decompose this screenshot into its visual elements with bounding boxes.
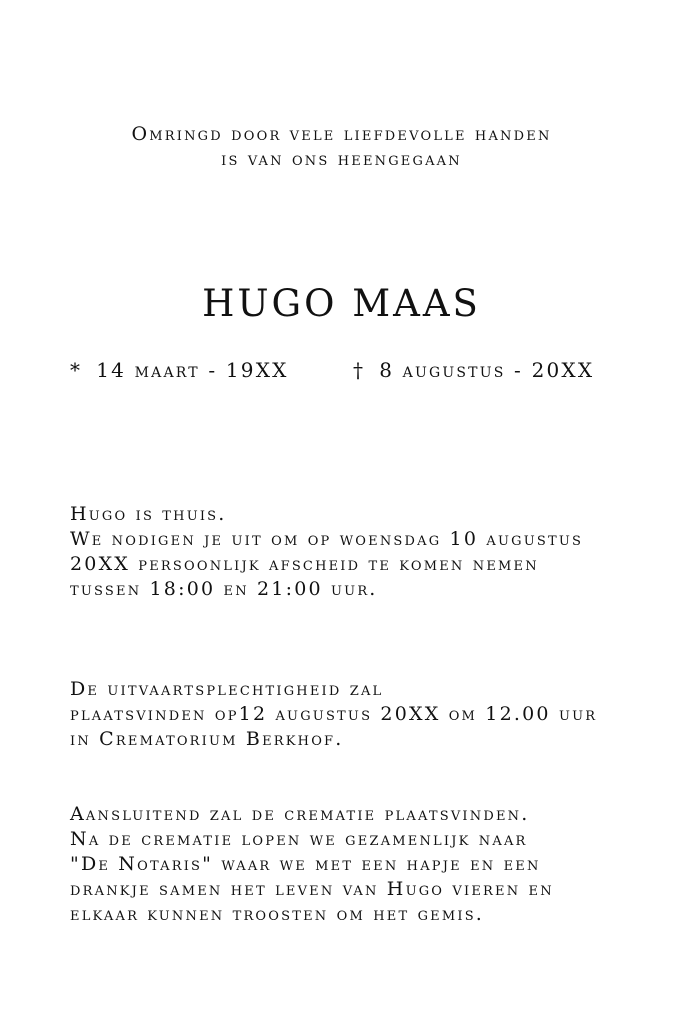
visit-line: tussen 18:00 en 21:00 uur. bbox=[70, 578, 378, 600]
ceremony-line: in Crematorium Berkhof. bbox=[70, 728, 344, 750]
visit-line: 20XX persoonlijk afscheid te komen nemen bbox=[70, 553, 539, 575]
death-date-text: 8 augustus - 20XX bbox=[379, 358, 595, 382]
ceremony-line: plaatsvinden op12 augustus 20XX om 12.00 uur bbox=[70, 703, 598, 725]
after-paragraph bbox=[70, 802, 630, 927]
birth-date-text: 14 maart - 19XX bbox=[96, 358, 289, 382]
ceremony-line: De uitvaartsplechtigheid zal bbox=[70, 678, 384, 700]
ceremony-paragraph bbox=[70, 677, 630, 752]
intro-text bbox=[0, 122, 683, 172]
after-line: "De Notaris" waar we met een hapje en een bbox=[70, 853, 541, 875]
after-line: Na de crematie lopen we gezamenlijk naar bbox=[70, 828, 528, 850]
visit-line: We nodigen je uit om op woensdag 10 augustus bbox=[70, 528, 584, 550]
intro-line-1: Omringd door vele liefdevolle handen bbox=[131, 123, 552, 145]
death-date bbox=[353, 356, 594, 384]
visit-line: Hugo is thuis. bbox=[70, 503, 227, 525]
birth-symbol: * bbox=[70, 358, 83, 382]
intro-line-2: is van ons heengegaan bbox=[221, 148, 462, 170]
after-line: drankje samen het leven van Hugo vieren en bbox=[70, 878, 554, 900]
after-line: elkaar kunnen troosten om het gemis. bbox=[70, 903, 485, 925]
after-line: Aansluitend zal de crematie plaatsvinden. bbox=[70, 803, 530, 825]
death-symbol: † bbox=[353, 358, 366, 382]
deceased-name: HUGO MAAS bbox=[202, 282, 481, 325]
visit-paragraph bbox=[70, 502, 630, 602]
birth-date bbox=[70, 356, 289, 384]
